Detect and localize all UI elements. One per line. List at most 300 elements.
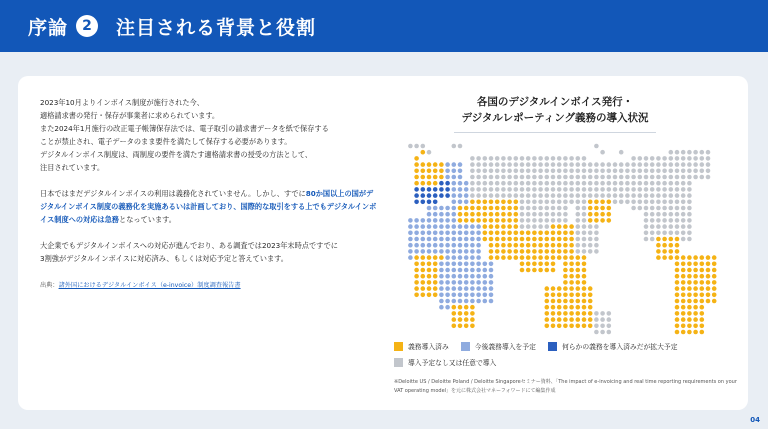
map-dot [638, 181, 643, 186]
map-dot [427, 206, 432, 211]
map-dot [582, 255, 587, 260]
map-dot [476, 243, 481, 248]
map-dot [507, 255, 512, 260]
map-dot [675, 317, 680, 322]
map-dot [693, 324, 698, 329]
map-dot [619, 169, 624, 174]
map-dot [662, 224, 667, 229]
map-dot [557, 206, 562, 211]
map-dot [452, 262, 457, 267]
map-dot [445, 218, 450, 223]
map-dot [520, 187, 525, 192]
map-dot [514, 156, 519, 161]
text-line: 大企業でもデジタルインボイスへの対応が進んでおり、ある調査では2023年末時点ですでに [40, 241, 338, 250]
map-dot [669, 206, 674, 211]
map-dot [421, 293, 426, 298]
map-dot [706, 175, 711, 180]
map-dot [445, 231, 450, 236]
map-dot [563, 175, 568, 180]
map-dot [693, 162, 698, 167]
map-dot [669, 224, 674, 229]
map-dot [675, 237, 680, 242]
map-dot [526, 255, 531, 260]
map-dot [607, 193, 612, 198]
map-dot [588, 187, 593, 192]
map-dot [700, 255, 705, 260]
map-dot [662, 200, 667, 205]
map-dot [687, 224, 692, 229]
map-dot [538, 262, 543, 267]
map-dot [414, 162, 419, 167]
map-dot [439, 249, 444, 254]
map-dot [588, 231, 593, 236]
map-dot [669, 175, 674, 180]
map-dot [433, 274, 438, 279]
map-dot [569, 156, 574, 161]
map-dot [594, 224, 599, 229]
map-dot [582, 200, 587, 205]
map-dot [681, 200, 686, 205]
map-title-line-2: デジタルレポーティング義務の導入状況 [461, 112, 649, 124]
map-dot [458, 193, 463, 198]
map-dot [656, 169, 661, 174]
map-dot [600, 317, 605, 322]
map-dot [681, 187, 686, 192]
map-dot [687, 169, 692, 174]
map-dot [650, 231, 655, 236]
map-dot [414, 243, 419, 248]
map-dot [439, 262, 444, 267]
map-dot [687, 305, 692, 310]
map-dot [693, 150, 698, 155]
map-dot [576, 268, 581, 273]
map-dot [669, 255, 674, 260]
map-dot [439, 224, 444, 229]
map-dot [600, 206, 605, 211]
map-dot [644, 181, 649, 186]
map-dot [483, 175, 488, 180]
map-dot [569, 311, 574, 316]
map-dot [563, 193, 568, 198]
map-dot [551, 299, 556, 304]
map-dot [613, 181, 618, 186]
map-dot [489, 206, 494, 211]
map-dot [576, 255, 581, 260]
map-dot [675, 162, 680, 167]
section-label: 序論 [28, 16, 69, 39]
map-dot [476, 175, 481, 180]
map-dot [464, 317, 469, 322]
map-dot [700, 286, 705, 291]
map-dot [445, 175, 450, 180]
map-dot [588, 162, 593, 167]
map-dot [489, 274, 494, 279]
map-dot [693, 175, 698, 180]
map-dot [693, 286, 698, 291]
map-dot [563, 286, 568, 291]
map-dot [483, 156, 488, 161]
map-dot [681, 274, 686, 279]
map-dot [557, 231, 562, 236]
map-dot [662, 193, 667, 198]
map-dot [452, 305, 457, 310]
map-dot [557, 169, 562, 174]
map-dot [476, 293, 481, 298]
map-dot [458, 218, 463, 223]
map-dot [687, 311, 692, 316]
map-dot [433, 243, 438, 248]
map-dot [545, 181, 550, 186]
map-dot [569, 305, 574, 310]
map-dot [489, 218, 494, 223]
map-dot [631, 175, 636, 180]
map-dot [569, 286, 574, 291]
map-dot [408, 243, 413, 248]
map-dot [507, 249, 512, 254]
map-dot [433, 224, 438, 229]
map-dot [613, 162, 618, 167]
map-dot [638, 206, 643, 211]
map-dot [464, 243, 469, 248]
map-dot [681, 324, 686, 329]
section-number-badge: 2 [76, 15, 98, 37]
map-dot [576, 305, 581, 310]
map-dot [576, 218, 581, 223]
map-dot [594, 175, 599, 180]
map-dot [470, 156, 475, 161]
map-dot [452, 200, 457, 205]
map-dot [675, 286, 680, 291]
map-dot [439, 206, 444, 211]
map-dot [569, 243, 574, 248]
map-dot [495, 187, 500, 192]
map-dot [576, 262, 581, 267]
map-dot [445, 286, 450, 291]
map-dot [693, 262, 698, 267]
map-dot [625, 162, 630, 167]
map-dot [675, 330, 680, 335]
map-dot [594, 187, 599, 192]
page-number: 04 [750, 416, 760, 424]
map-dot [520, 218, 525, 223]
map-dot [470, 193, 475, 198]
map-dot [563, 293, 568, 298]
map-dot [582, 286, 587, 291]
map-dot [414, 187, 419, 192]
map-dot [507, 243, 512, 248]
map-dot [495, 249, 500, 254]
map-dot [600, 181, 605, 186]
map-dot [452, 187, 457, 192]
map-dot [706, 169, 711, 174]
map-dot [458, 243, 463, 248]
map-dot [514, 255, 519, 260]
map-dot [514, 231, 519, 236]
map-dot [712, 293, 717, 298]
map-dot [514, 169, 519, 174]
map-dot [489, 286, 494, 291]
map-dot [545, 286, 550, 291]
map-dot [538, 169, 543, 174]
map-dot [439, 181, 444, 186]
legend-label: 今後義務導入を予定 [474, 343, 536, 351]
legend-label: 義務導入済み [408, 343, 449, 351]
map-dot [712, 274, 717, 279]
map-dot [433, 169, 438, 174]
map-dot [675, 169, 680, 174]
map-dot [700, 268, 705, 273]
map-dot [445, 206, 450, 211]
map-dot [576, 249, 581, 254]
map-dot [687, 255, 692, 260]
map-dot [414, 181, 419, 186]
map-dot [687, 268, 692, 273]
map-dot [545, 156, 550, 161]
map-dot [439, 175, 444, 180]
map-dot [563, 255, 568, 260]
map-dot [439, 286, 444, 291]
map-dot [576, 162, 581, 167]
map-dot [445, 249, 450, 254]
map-dot [458, 317, 463, 322]
map-dot [489, 293, 494, 298]
map-dot [489, 249, 494, 254]
map-dot [644, 231, 649, 236]
map-dot [582, 181, 587, 186]
map-dot [656, 249, 661, 254]
map-dot [445, 162, 450, 167]
text-span: となっています。 [119, 215, 176, 224]
map-dot [644, 193, 649, 198]
map-dot [476, 200, 481, 205]
map-dot [408, 231, 413, 236]
map-dot [532, 237, 537, 242]
map-dot [675, 311, 680, 316]
map-dot [594, 249, 599, 254]
map-dot [526, 237, 531, 242]
map-dot [433, 237, 438, 242]
map-dot [520, 175, 525, 180]
map-dot [607, 175, 612, 180]
map-dot [470, 262, 475, 267]
map-dot [675, 187, 680, 192]
map-dot [569, 262, 574, 267]
map-footnote: ※Deloitte US / Deloitte Poland / Deloitte Singaporeセミナー資料、「The impact of e-invoicing and real time reporting requirements on your VAT operating model」を元に株式会社マネーフォワードにて編集作成 [394, 379, 737, 394]
map-dot [631, 200, 636, 205]
map-dot [675, 200, 680, 205]
map-dot [538, 181, 543, 186]
map-dot [414, 200, 419, 205]
map-dot [433, 181, 438, 186]
map-dot [414, 169, 419, 174]
map-dot [501, 237, 506, 242]
map-dot [514, 187, 519, 192]
map-dot [470, 268, 475, 273]
source-note [40, 279, 378, 292]
map-dot [594, 200, 599, 205]
map-dot [613, 169, 618, 174]
map-dot [631, 162, 636, 167]
map-dot [452, 293, 457, 298]
map-dot [588, 305, 593, 310]
map-dot [569, 187, 574, 192]
map-dot [669, 231, 674, 236]
map-dot [644, 156, 649, 161]
map-dot [445, 268, 450, 273]
map-dot [706, 280, 711, 285]
map-dot [414, 144, 419, 149]
map-dot [687, 286, 692, 291]
map-dot [675, 181, 680, 186]
map-dot [613, 193, 618, 198]
map-dot [526, 249, 531, 254]
map-dot [458, 268, 463, 273]
map-dot [619, 162, 624, 167]
map-dot [520, 255, 525, 260]
map-dot [594, 317, 599, 322]
map-dot [427, 200, 432, 205]
map-dot [563, 237, 568, 242]
map-dot [526, 175, 531, 180]
map-dot [600, 150, 605, 155]
map-dot [427, 224, 432, 229]
map-dot [669, 237, 674, 242]
map-dot [551, 286, 556, 291]
map-dot [569, 255, 574, 260]
map-dot [644, 175, 649, 180]
map-dot [594, 162, 599, 167]
paragraph-2 [40, 187, 378, 226]
map-dot [576, 231, 581, 236]
map-dot [656, 212, 661, 217]
map-dot [693, 311, 698, 316]
map-dot [582, 299, 587, 304]
map-dot [501, 187, 506, 192]
map-dot [569, 200, 574, 205]
map-dot [563, 231, 568, 236]
map-dot [520, 193, 525, 198]
map-dot [644, 200, 649, 205]
map-dot [551, 317, 556, 322]
map-dot [600, 200, 605, 205]
map-dot [501, 249, 506, 254]
map-dot [569, 299, 574, 304]
map-dot [470, 305, 475, 310]
map-dot [470, 299, 475, 304]
map-dot [582, 187, 587, 192]
map-dot [582, 237, 587, 242]
map-dot [681, 286, 686, 291]
map-dot [569, 274, 574, 279]
map-dot [445, 299, 450, 304]
map-dot [414, 286, 419, 291]
map-dot [538, 187, 543, 192]
map-dot [656, 200, 661, 205]
map-dot [681, 299, 686, 304]
map-dot [551, 212, 556, 217]
map-dot [569, 293, 574, 298]
map-dot [483, 162, 488, 167]
highlight-text: 80か国以上の国がデジタルインボイス制度の義務化を実施あるいは計画しており、国際的な取引をする上でもデジタルインボイス制度への対応は急務 [40, 189, 377, 224]
map-dot [613, 175, 618, 180]
map-dot [476, 187, 481, 192]
map-dot [669, 187, 674, 192]
source-link[interactable]: 諸外国におけるデジタルインボイス（e-invoice）制度調査報告書 [58, 282, 241, 289]
map-dot [669, 193, 674, 198]
map-dot [433, 280, 438, 285]
map-dot [594, 324, 599, 329]
map-dot [687, 237, 692, 242]
world-dot-map [388, 140, 738, 340]
map-dot [532, 243, 537, 248]
map-dot [452, 224, 457, 229]
map-dot [464, 206, 469, 211]
legend-label: 導入予定なし又は任意で導入 [408, 359, 497, 367]
map-dot [712, 299, 717, 304]
map-dot [514, 162, 519, 167]
map-dot [594, 237, 599, 242]
map-dot [569, 249, 574, 254]
map-dot [464, 200, 469, 205]
map-dot [545, 237, 550, 242]
map-dot [452, 169, 457, 174]
map-dot [706, 156, 711, 161]
map-dot [662, 169, 667, 174]
map-dot [557, 255, 562, 260]
map-title-line-1: 各国のデジタルインボイス発行・ [476, 96, 634, 108]
map-dot [526, 262, 531, 267]
map-dot [483, 237, 488, 242]
map-dot [445, 255, 450, 260]
map-dot [706, 286, 711, 291]
map-dot [588, 212, 593, 217]
map-dot [600, 330, 605, 335]
map-dot [557, 299, 562, 304]
map-dot [439, 293, 444, 298]
map-dot [563, 212, 568, 217]
map-dot [607, 330, 612, 335]
map-dot [644, 237, 649, 242]
map-dot [638, 162, 643, 167]
map-dot [489, 237, 494, 242]
map-dot [421, 200, 426, 205]
map-dot [669, 218, 674, 223]
map-dot [700, 175, 705, 180]
map-dot [650, 169, 655, 174]
map-dot [464, 305, 469, 310]
map-dot [712, 255, 717, 260]
legend-item-partial [548, 341, 678, 351]
map-dot [594, 218, 599, 223]
map-dot [545, 317, 550, 322]
map-dot [433, 162, 438, 167]
map-dot [700, 324, 705, 329]
map-dot [514, 243, 519, 248]
map-dot [495, 224, 500, 229]
map-dot [495, 162, 500, 167]
map-dot [675, 224, 680, 229]
map-dot [563, 280, 568, 285]
map-dot [545, 224, 550, 229]
map-dot [557, 162, 562, 167]
map-dot [675, 268, 680, 273]
map-dot [476, 231, 481, 236]
map-dot [687, 175, 692, 180]
map-dot [464, 286, 469, 291]
map-dot [693, 317, 698, 322]
map-dot [433, 231, 438, 236]
map-dot [687, 330, 692, 335]
